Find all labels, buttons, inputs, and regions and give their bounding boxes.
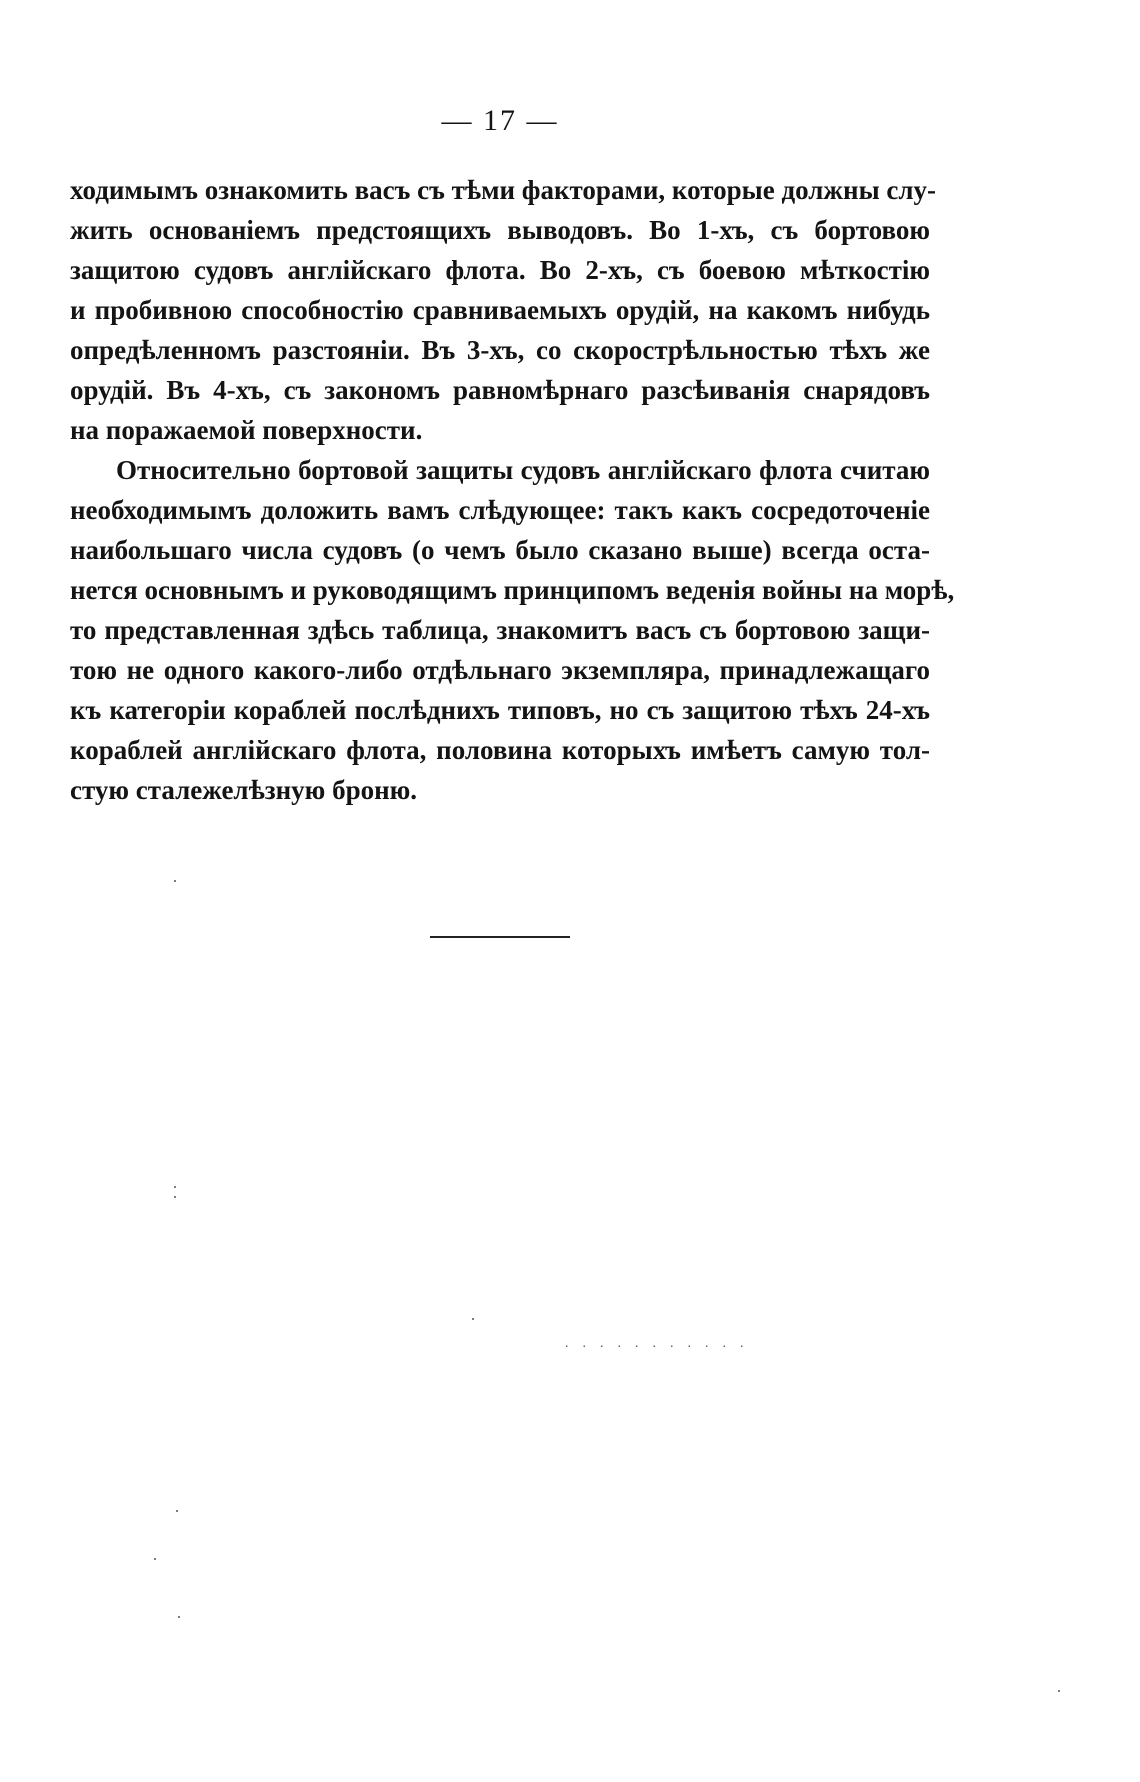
text-line: Относительно бортовой защиты судовъ англійскаго флота считаю (116, 455, 930, 485)
scan-dotted-row: ........... (565, 1336, 758, 1351)
text-line: защитою судовъ англійскаго флота. Во 2-хъ, съ боевою мѣткостію (70, 255, 930, 285)
paragraph-2 (70, 450, 955, 810)
page-number: — 17 — (441, 104, 559, 137)
scan-speck (1058, 1690, 1060, 1692)
scan-speck (178, 1616, 180, 1618)
section-divider (430, 936, 570, 938)
paragraph-1 (70, 170, 937, 450)
text-line: ходимымъ ознакомить васъ съ тѣми факторами, которые должны слу- (70, 175, 937, 205)
text-line: кораблей англійскаго флота, половина которыхъ имѣетъ самую тол- (70, 735, 930, 765)
scan-speck (174, 1196, 176, 1198)
text-line: стую сталежелѣзную броню. (70, 775, 418, 805)
text-line: тою не одного какого-либо отдѣльнаго экземпляра, принадлежащаго (70, 655, 930, 685)
text-line: къ категоріи кораблей послѣднихъ типовъ, но съ защитою тѣхъ 24-хъ (70, 695, 930, 725)
text-line: на поражаемой поверхности. (70, 415, 423, 445)
scan-speck (174, 880, 176, 882)
text-line: и пробивною способностію сравниваемыхъ орудій, на какомъ нибудь (70, 295, 930, 325)
text-line: нется основнымъ и руководящимъ принципомъ веденія войны на морѣ, (70, 575, 955, 605)
text-line: опредѣленномъ разстояніи. Въ 3-хъ, со скорострѣльностью тѣхъ же (70, 335, 930, 365)
text-line: наибольшаго числа судовъ (о чемъ было сказано выше) всегда оста- (70, 535, 930, 565)
scan-speck (472, 1318, 474, 1320)
scan-speck (176, 1510, 178, 1512)
text-line: то представленная здѣсь таблица, знакомитъ васъ съ бортовою защи- (70, 615, 930, 645)
text-line: необходимымъ доложить вамъ слѣдующее: такъ какъ сосредоточеніе (70, 495, 930, 525)
text-line: орудій. Въ 4-хъ, съ закономъ равномѣрнаго разсѣиванія снарядовъ (70, 375, 930, 405)
scan-speck (154, 1558, 156, 1560)
scan-speck (174, 1186, 176, 1188)
body-text (70, 170, 955, 810)
text-line: жить основаніемъ предстоящихъ выводовъ. Во 1-хъ, съ бортовою (70, 215, 930, 245)
